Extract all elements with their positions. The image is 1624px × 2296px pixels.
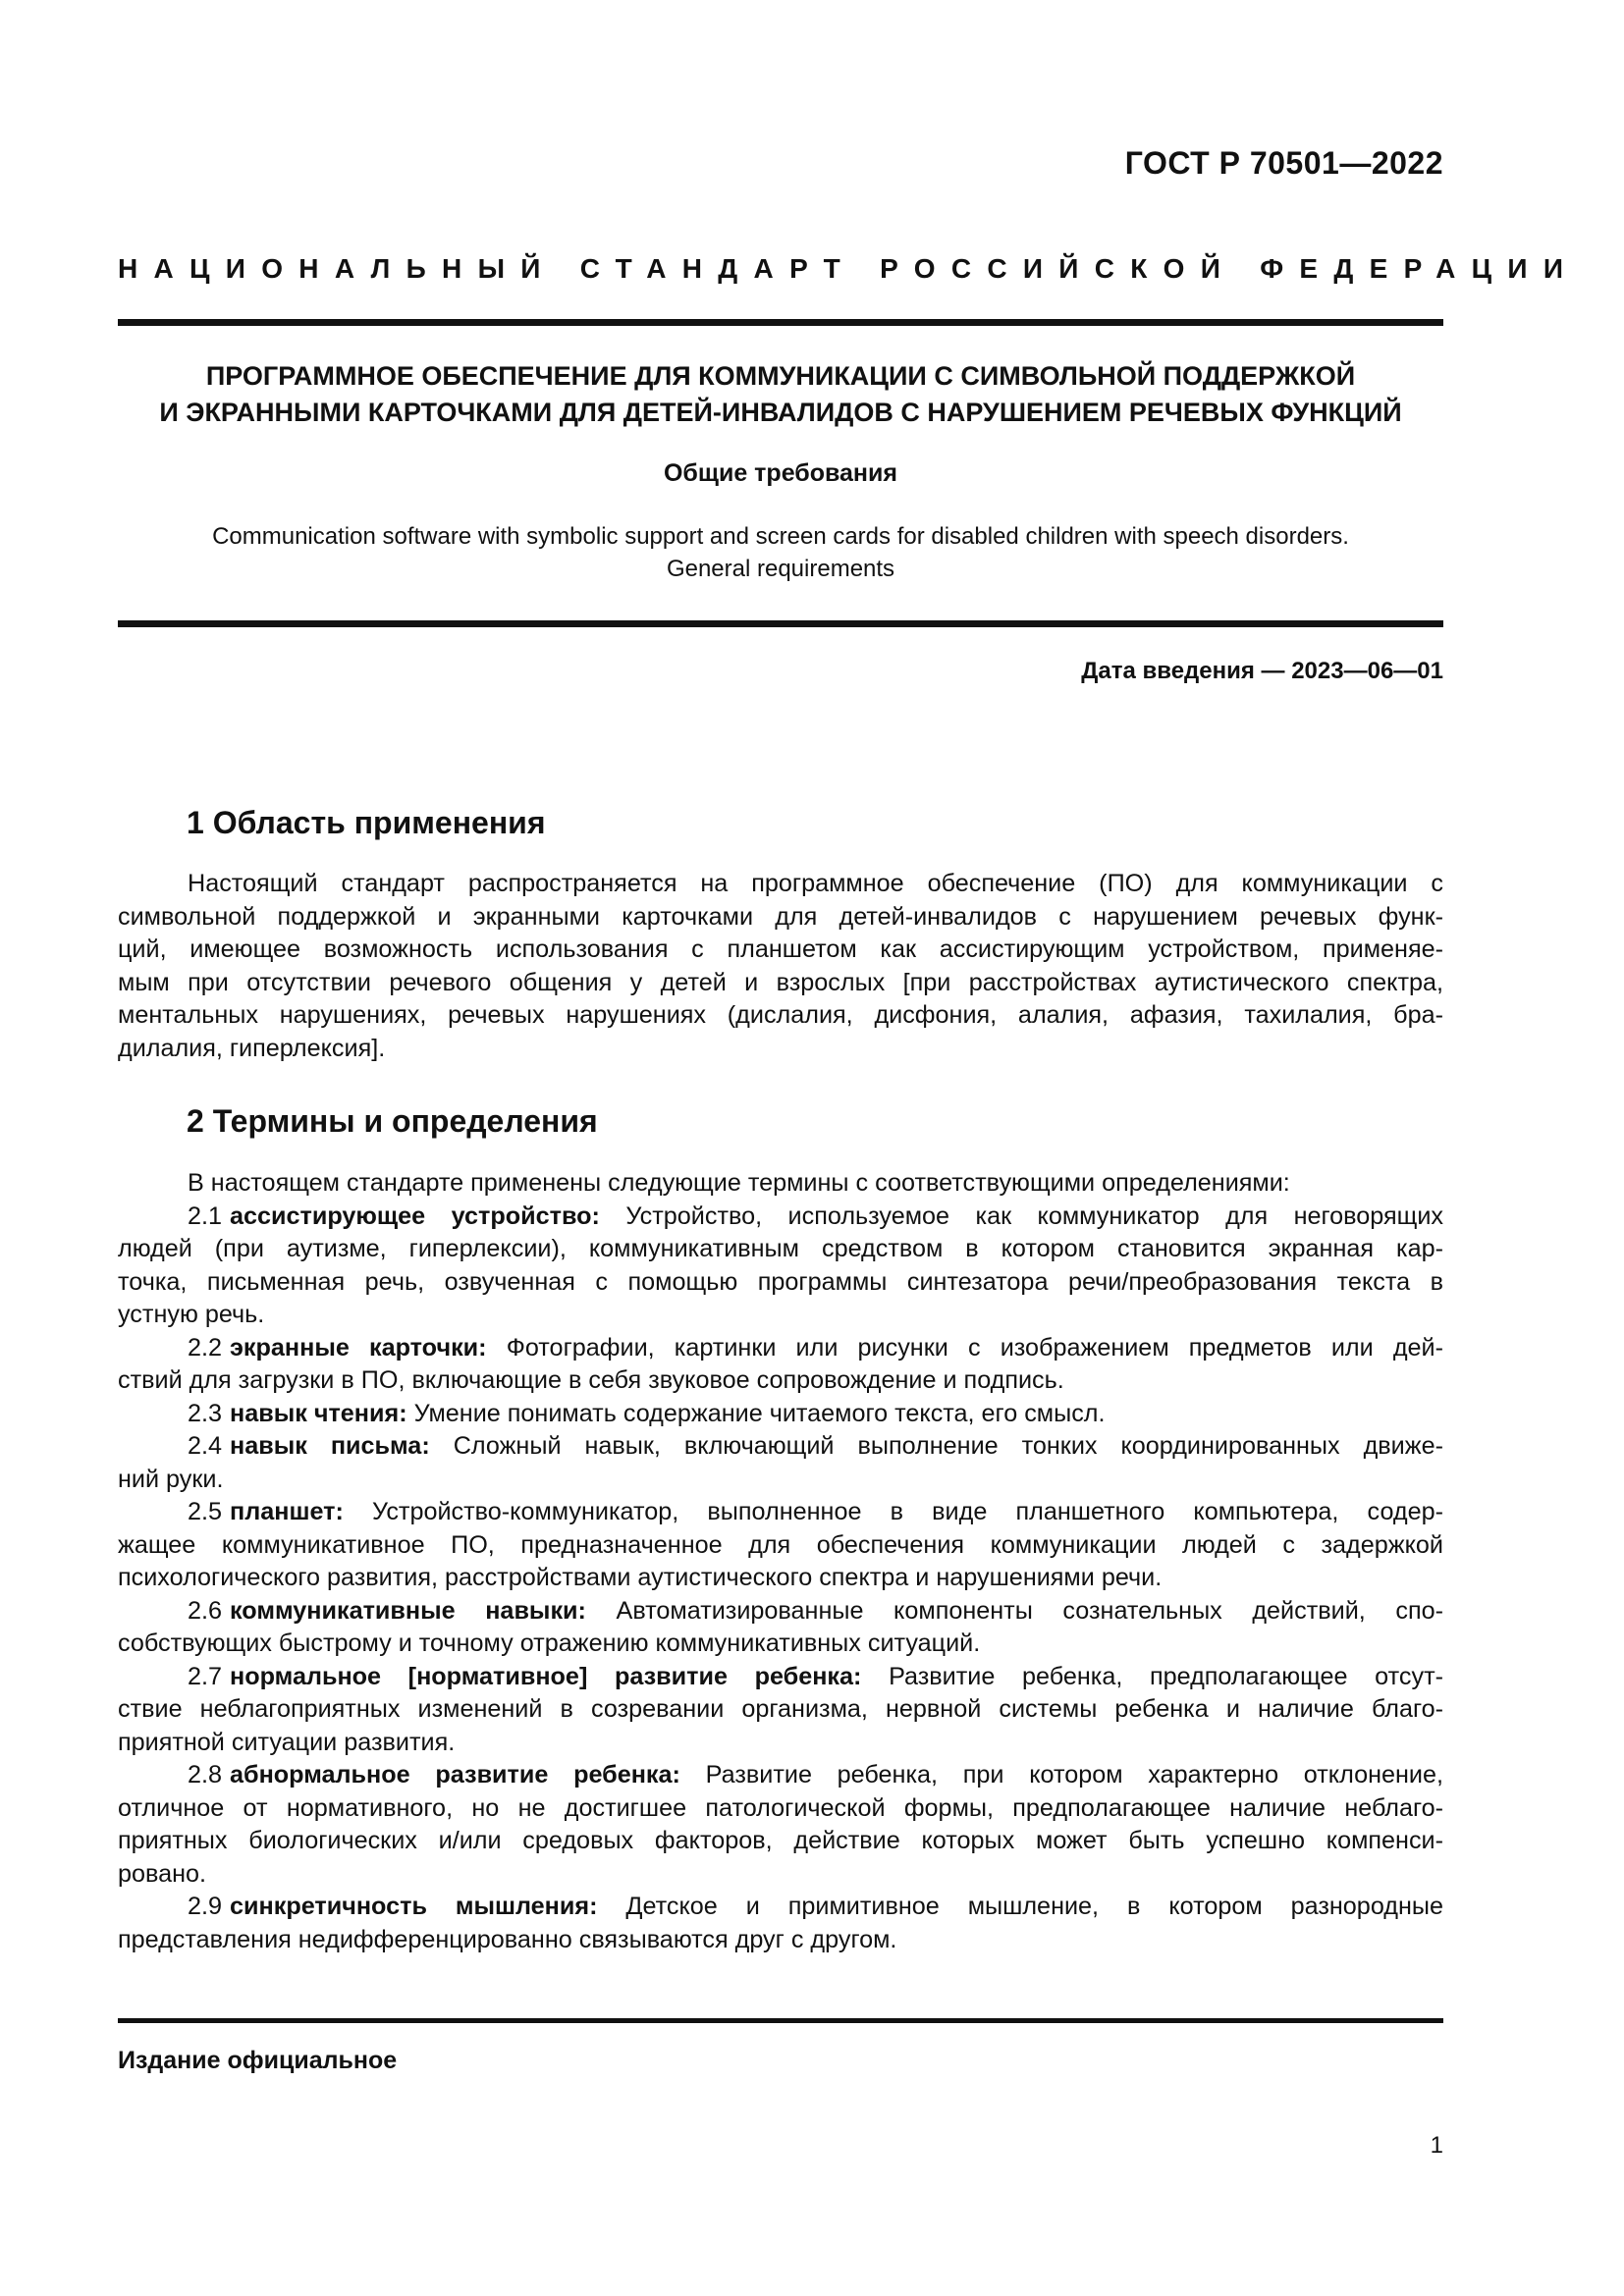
section-1-heading: 1 Область применения bbox=[187, 805, 546, 840]
paragraph-line: представления недифференцированно связываются друг с другом. bbox=[118, 1925, 897, 1953]
paragraph-line: приятной ситуации развития. bbox=[118, 1728, 456, 1756]
term-definition: Умение понимать содержание читаемого текста, его смысл. bbox=[413, 1399, 1106, 1427]
page-number: 1 bbox=[1430, 2132, 1443, 2159]
paragraph-line: ний руки. bbox=[118, 1465, 224, 1493]
paragraph-line: ствий для загрузки в ПО, включающие в себя звуковое сопровождение и подпись. bbox=[118, 1366, 1064, 1394]
top-divider bbox=[118, 319, 1443, 326]
term-number: 2.2 bbox=[188, 1333, 223, 1362]
term-name: планшет: bbox=[230, 1498, 344, 1525]
term-definition-line bbox=[118, 1201, 1443, 1234]
term-definition: Фотографии, картинки или рисунки с изображением предметов или дей- bbox=[506, 1333, 1443, 1362]
term-definition-line bbox=[118, 1891, 1443, 1924]
term-name: коммуникативные навыки: bbox=[230, 1596, 586, 1625]
paragraph-line: жащее коммуникативное ПО, предназначенное для обеспечения коммуникации людей с задержкой bbox=[118, 1530, 1443, 1559]
title-divider bbox=[118, 620, 1443, 627]
term-number: 2.8 bbox=[188, 1761, 223, 1789]
term-name: навык чтения: bbox=[230, 1399, 407, 1427]
paragraph-line: людей (при аутизме, гиперлексии), коммуникативным средством в котором становится экранная кар- bbox=[118, 1235, 1443, 1262]
term-number: 2.6 bbox=[188, 1596, 223, 1625]
section-2-text bbox=[118, 1167, 1443, 1956]
term-definition: Устройство-коммуникатор, выполненное в виде планшетного компьютера, содер- bbox=[372, 1498, 1443, 1525]
term-definition: Устройство, используемое как коммуникатор для неговорящих bbox=[625, 1201, 1443, 1230]
term-definition: Сложный навык, включающий выполнение тонких координированных движе- bbox=[453, 1432, 1443, 1460]
paragraph-line: приятных биологических и/или средовых факторов, действие которых может быть успешно компенси- bbox=[118, 1827, 1443, 1854]
national-standard-title: НАЦИОНАЛЬНЫЙ СТАНДАРТ РОССИЙСКОЙ ФЕДЕРАЦИИ bbox=[118, 253, 1580, 284]
footer-divider bbox=[118, 2018, 1443, 2023]
term-definition-line bbox=[118, 1332, 1443, 1365]
term-definition-line bbox=[118, 1661, 1443, 1694]
term-number: 2.5 bbox=[188, 1498, 223, 1525]
term-number: 2.1 bbox=[188, 1201, 223, 1230]
term-name: абнормальное развитие ребенка: bbox=[230, 1761, 680, 1789]
term-definition: Развитие ребенка, предполагающее отсут- bbox=[889, 1662, 1443, 1690]
paragraph-line: отличное от нормативного, но не достигшее патологической формы, предполагающее наличие неблаго- bbox=[118, 1793, 1443, 1822]
term-name: навык письма: bbox=[230, 1432, 430, 1460]
term-number: 2.3 bbox=[188, 1399, 223, 1427]
term-number: 2.9 bbox=[188, 1893, 223, 1920]
paragraph-line: ствие неблагоприятных изменений в созревании организма, нервной системы ребенка и наличие благо- bbox=[118, 1695, 1443, 1723]
term-number: 2.7 bbox=[188, 1662, 223, 1690]
term-name: синкретичность мышления: bbox=[230, 1893, 598, 1920]
english-title-line: Communication software with symbolic support and screen cards for disabled children with speech disorders. bbox=[212, 523, 1349, 550]
standard-number: ГОСТ Р 70501—2022 bbox=[1124, 145, 1443, 181]
document-title-line: И ЭКРАННЫМИ КАРТОЧКАМИ ДЛЯ ДЕТЕЙ-ИНВАЛИДОВ С НАРУШЕНИЕМ РЕЧЕВЫХ ФУНКЦИЙ bbox=[159, 398, 1402, 427]
paragraph-line: точка, письменная речь, озвученная с помощью программы синтезатора речи/преобразования текста в bbox=[118, 1267, 1443, 1296]
term-definition: Детское и примитивное мышление, в котором разнородные bbox=[625, 1893, 1443, 1920]
term-definition-line bbox=[118, 1759, 1443, 1792]
paragraph-line: дилалия, гиперлексия]. bbox=[118, 1034, 386, 1062]
term-definition-line bbox=[118, 1496, 1443, 1529]
paragraph-line: Настоящий стандарт распространяется на программное обеспечение (ПО) для коммуникации с bbox=[188, 870, 1443, 897]
paragraph-line: символьной поддержкой и экранными карточками для детей-инвалидов с нарушением речевых функ- bbox=[118, 902, 1443, 931]
english-title bbox=[98, 520, 1463, 585]
term-name: нормальное [нормативное] развитие ребенка: bbox=[230, 1662, 862, 1690]
section-1-text bbox=[118, 868, 1443, 1065]
edition-label: Издание официальное bbox=[118, 2047, 398, 2074]
term-definition: Развитие ребенка, при котором характерно отклонение, bbox=[705, 1761, 1443, 1789]
term-definition-line bbox=[118, 1595, 1443, 1629]
term-definition: Автоматизированные компоненты сознательных действий, спо- bbox=[616, 1596, 1444, 1625]
paragraph-line: психологического развития, расстройствами аутистического спектра и нарушениями речи. bbox=[118, 1564, 1163, 1591]
paragraph-line: устную речь. bbox=[118, 1301, 265, 1328]
paragraph-line: мым при отсутствии речевого общения у детей и взрослых [при расстройствах аутистического спектра, bbox=[118, 968, 1443, 996]
document-subtitle: Общие требования bbox=[663, 459, 897, 487]
term-number: 2.4 bbox=[188, 1432, 223, 1460]
term-name: экранные карточки: bbox=[230, 1333, 487, 1362]
paragraph-line: В настоящем стандарте применены следующие термины с соответствующими определениями: bbox=[188, 1169, 1290, 1197]
introduction-date: Дата введения — 2023—06—01 bbox=[1081, 658, 1443, 684]
english-title-line: General requirements bbox=[666, 556, 895, 582]
document-title-line: ПРОГРАММНОЕ ОБЕСПЕЧЕНИЕ ДЛЯ КОММУНИКАЦИИ С СИМВОЛЬНОЙ ПОДДЕРЖКОЙ bbox=[205, 361, 1356, 391]
term-name: ассистирующее устройство: bbox=[230, 1201, 600, 1230]
paragraph-line: собствующих быстрому и точному отражению коммуникативных ситуаций. bbox=[118, 1629, 981, 1657]
term-definition-line bbox=[118, 1430, 1443, 1464]
document-title bbox=[98, 358, 1463, 431]
term-definition-line bbox=[118, 1398, 1443, 1431]
paragraph-line: ментальных нарушениях, речевых нарушениях (дислалия, дисфония, алалия, афазия, тахилалия, бра- bbox=[118, 1001, 1443, 1029]
paragraph-line: ций, имеющее возможность использования с планшетом как ассистирующим устройством, применяе- bbox=[118, 935, 1443, 963]
paragraph-line: ровано. bbox=[118, 1859, 207, 1888]
section-2-heading: 2 Термины и определения bbox=[187, 1103, 598, 1139]
